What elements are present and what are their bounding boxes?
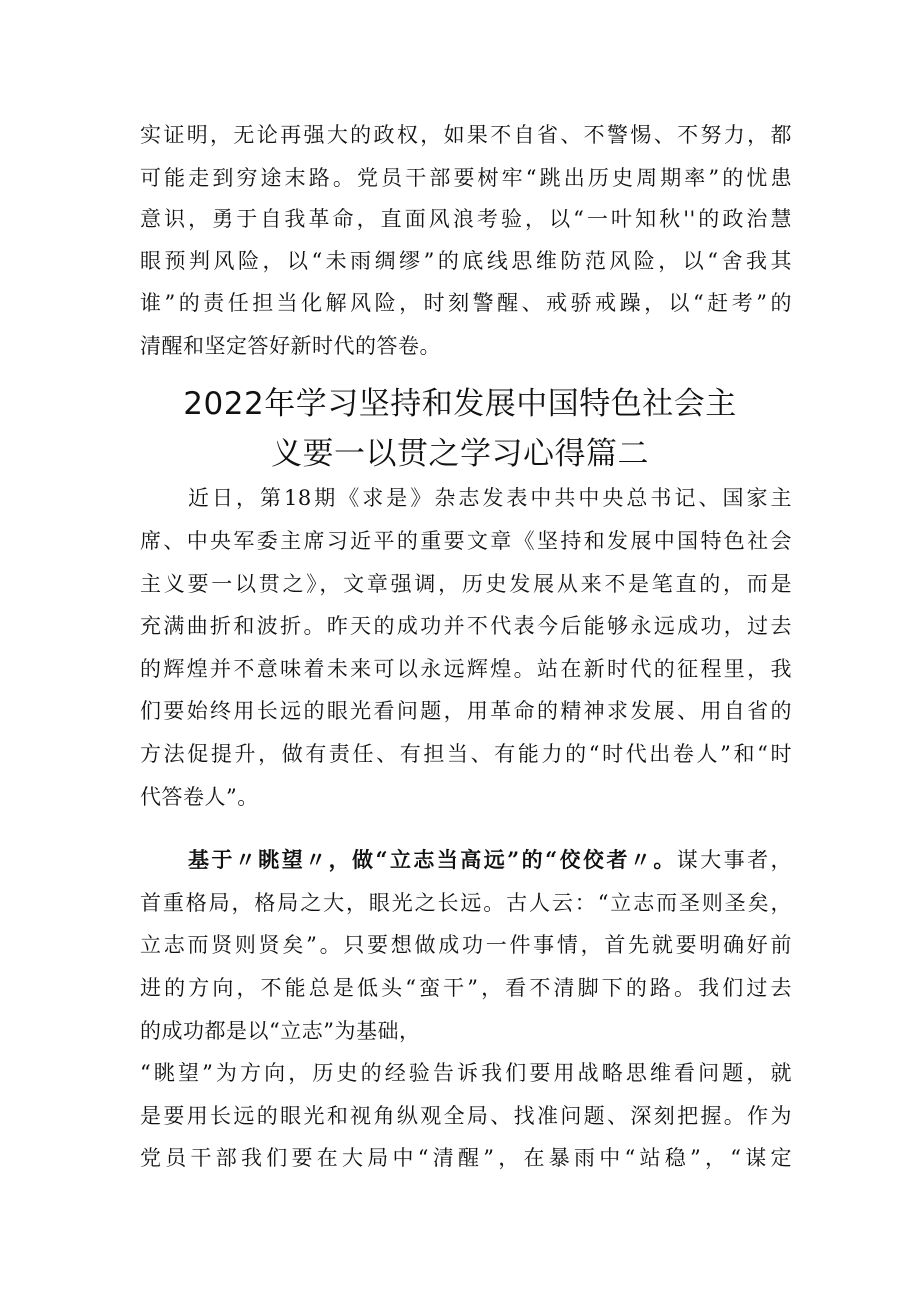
section-title-line-1: 2022年学习坚持和发展中国特色社会主 xyxy=(183,386,737,422)
tail-paragraph-line-1: “眺望”为方向，历史的经验告诉我们要用战略思维看问题，就 xyxy=(140,1061,792,1085)
top-paragraph-line-6: 清醒和坚定答好新时代的答卷。 xyxy=(140,334,441,358)
top-paragraph-line-4: 眼预判风险，以“未雨绸缪”的底线思维防范风险，以“舍我其 xyxy=(140,249,792,273)
top-paragraph-line-3: 意识，勇于自我革命，直面风浪考验，以“一叶知秋''的政治慧 xyxy=(140,207,792,231)
vision-paragraph-line-4: 进的方向，不能总是低头“蛮干”，看不清脚下的路。我们过去 xyxy=(140,976,792,1000)
tail-paragraph-line-3: 党员干部我们要在大局中“清醒”，在暴雨中“站稳”，“谋定 xyxy=(140,1146,792,1170)
tail-paragraph-line-2: 是要用长远的眼光和视角纵观全局、找准问题、深刻把握。作为 xyxy=(140,1104,792,1128)
intro-paragraph-line-7: 方法促提升，做有责任、有担当、有能力的“时代出卷人”和“时 xyxy=(140,742,792,766)
intro-paragraph-line-6: 们要始终用长远的眼光看问题，用革命的精神求发展、用自省的 xyxy=(140,699,792,723)
intro-paragraph-line-5: 的辉煌并不意味着未来可以永远辉煌。站在新时代的征程里，我 xyxy=(140,657,792,681)
intro-paragraph-line-4: 充满曲折和波折。昨天的成功并不代表今后能够永远成功，过去 xyxy=(140,614,792,638)
top-paragraph-line-2: 可能走到穷途末路。党员干部要树牢“跳出历史周期率”的忧患 xyxy=(140,166,792,190)
section-title-line-2: 义要一以贯之学习心得篇二 xyxy=(271,436,649,472)
top-paragraph-line-5: 谁”的责任担当化解风险，时刻警醒、戒骄戒躁，以“赶考”的 xyxy=(140,291,792,315)
top-paragraph-line-1: 实证明，无论再强大的政权，如果不自省、不警惕、不努力，都 xyxy=(140,123,792,147)
vision-paragraph-line-3: 立志而贤则贤矣”。只要想做成功一件事情，首先就要明确好前 xyxy=(140,933,792,957)
vision-paragraph-line-1 xyxy=(188,846,792,874)
vision-paragraph-line-5: 的成功都是以“立志”为基础， xyxy=(140,1019,421,1043)
vision-bold-lead: 基于〃眺望〃，做“立志当高远”的“佼佼者〃。 xyxy=(188,847,677,872)
intro-paragraph-line-1: 近日，第18期《求是》杂志发表中共中央总书记、国家主 xyxy=(188,486,792,510)
intro-paragraph-line-2: 席、中央军委主席习近平的重要文章《坚持和发展中国特色社会 xyxy=(140,529,792,553)
vision-lead-rest: 谋大事者， xyxy=(676,848,792,872)
intro-paragraph-line-8: 代答卷人”。 xyxy=(140,785,259,809)
vision-paragraph-line-2: 首重格局，格局之大，眼光之长远。古人云：“立志而圣则圣矣， xyxy=(140,891,792,915)
intro-paragraph-line-3: 主义要一以贯之》，文章强调，历史发展从来不是笔直的，而是 xyxy=(140,572,792,596)
